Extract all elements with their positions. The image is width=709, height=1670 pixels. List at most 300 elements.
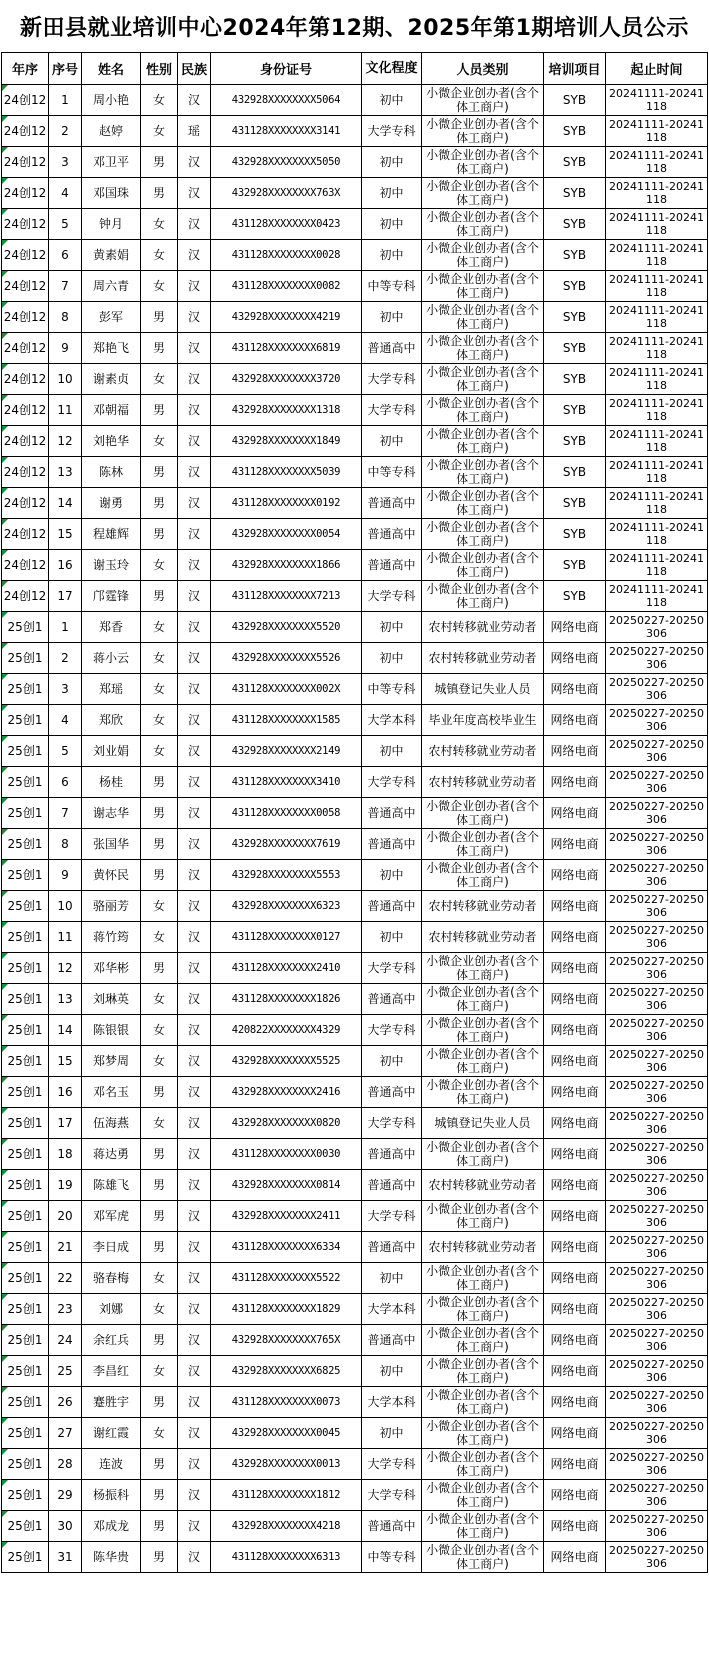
cell-id-number: 420822XXXXXXXX4329	[211, 1015, 362, 1046]
cell-no: 23	[49, 1294, 82, 1325]
cell-no: 16	[49, 550, 82, 581]
cell-sex: 男	[141, 147, 178, 178]
cell-sex: 女	[141, 1263, 178, 1294]
cell-period: 20250227-20250306	[606, 1511, 708, 1542]
cell-sex: 男	[141, 333, 178, 364]
cell-education: 中等专科	[362, 271, 422, 302]
cell-period: 20250227-20250306	[606, 1263, 708, 1294]
cell-sex: 男	[141, 519, 178, 550]
cell-sex: 女	[141, 1015, 178, 1046]
cell-category: 农村转移就业劳动者	[422, 736, 544, 767]
cell-period: 20250227-20250306	[606, 1201, 708, 1232]
cell-id-number: 432928XXXXXXXX2416	[211, 1077, 362, 1108]
cell-name: 杨振科	[82, 1480, 141, 1511]
cell-project: 网络电商	[544, 1325, 606, 1356]
cell-year: 24创12	[2, 581, 49, 612]
cell-ethnicity: 汉	[178, 1015, 211, 1046]
cell-year: 25创1	[2, 736, 49, 767]
cell-sex: 女	[141, 705, 178, 736]
cell-education: 普通高中	[362, 1511, 422, 1542]
cell-project: 网络电商	[544, 612, 606, 643]
cell-sex: 女	[141, 736, 178, 767]
col-header-period: 起止时间	[606, 53, 708, 85]
cell-sex: 男	[141, 1542, 178, 1573]
col-header-category: 人员类别	[422, 53, 544, 85]
cell-period: 20241111-20241118	[606, 85, 708, 116]
cell-name: 黄素娟	[82, 240, 141, 271]
cell-no: 10	[49, 891, 82, 922]
trainee-table	[1, 52, 708, 1573]
cell-id-number: 431128XXXXXXXX1585	[211, 705, 362, 736]
cell-no: 3	[49, 147, 82, 178]
cell-category: 小微企业创办者(含个体工商户)	[422, 178, 544, 209]
table-row	[2, 1480, 708, 1511]
cell-period: 20241111-20241118	[606, 488, 708, 519]
table-row	[2, 1418, 708, 1449]
cell-period: 20241111-20241118	[606, 178, 708, 209]
cell-project: SYB	[544, 333, 606, 364]
cell-year: 25创1	[2, 1325, 49, 1356]
table-row	[2, 767, 708, 798]
cell-category: 小微企业创办者(含个体工商户)	[422, 1294, 544, 1325]
cell-year: 25创1	[2, 612, 49, 643]
cell-ethnicity: 汉	[178, 1108, 211, 1139]
table-row	[2, 209, 708, 240]
col-header-name: 姓名	[82, 53, 141, 85]
cell-sex: 女	[141, 85, 178, 116]
cell-category: 小微企业创办者(含个体工商户)	[422, 1511, 544, 1542]
cell-id-number: 431128XXXXXXXX1812	[211, 1480, 362, 1511]
cell-sex: 男	[141, 581, 178, 612]
cell-id-number: 432928XXXXXXXX1849	[211, 426, 362, 457]
cell-id-number: 431128XXXXXXXX0127	[211, 922, 362, 953]
cell-project: SYB	[544, 426, 606, 457]
cell-ethnicity: 汉	[178, 209, 211, 240]
cell-category: 小微企业创办者(含个体工商户)	[422, 147, 544, 178]
cell-name: 蒋达勇	[82, 1139, 141, 1170]
table-row	[2, 581, 708, 612]
cell-name: 周小艳	[82, 85, 141, 116]
cell-ethnicity: 汉	[178, 302, 211, 333]
cell-education: 中等专科	[362, 1542, 422, 1573]
cell-ethnicity: 汉	[178, 1480, 211, 1511]
cell-name: 刘琳英	[82, 984, 141, 1015]
cell-id-number: 432928XXXXXXXX763X	[211, 178, 362, 209]
table-row	[2, 643, 708, 674]
cell-name: 张国华	[82, 829, 141, 860]
cell-ethnicity: 汉	[178, 736, 211, 767]
cell-id-number: 432928XXXXXXXX3720	[211, 364, 362, 395]
cell-category: 小微企业创办者(含个体工商户)	[422, 1356, 544, 1387]
table-row	[2, 333, 708, 364]
cell-period: 20250227-20250306	[606, 1356, 708, 1387]
cell-category: 农村转移就业劳动者	[422, 922, 544, 953]
cell-project: SYB	[544, 581, 606, 612]
cell-project: SYB	[544, 116, 606, 147]
cell-ethnicity: 汉	[178, 550, 211, 581]
table-row	[2, 147, 708, 178]
cell-project: SYB	[544, 271, 606, 302]
cell-ethnicity: 汉	[178, 829, 211, 860]
cell-education: 大学本科	[362, 1294, 422, 1325]
cell-period: 20241111-20241118	[606, 519, 708, 550]
cell-sex: 女	[141, 1418, 178, 1449]
cell-no: 9	[49, 333, 82, 364]
cell-period: 20241111-20241118	[606, 302, 708, 333]
cell-category: 农村转移就业劳动者	[422, 1232, 544, 1263]
cell-project: SYB	[544, 488, 606, 519]
cell-year: 24创12	[2, 457, 49, 488]
cell-project: SYB	[544, 178, 606, 209]
cell-ethnicity: 汉	[178, 1201, 211, 1232]
cell-no: 14	[49, 1015, 82, 1046]
cell-year: 25创1	[2, 1108, 49, 1139]
col-header-no: 序号	[49, 53, 82, 85]
cell-category: 小微企业创办者(含个体工商户)	[422, 798, 544, 829]
cell-year: 25创1	[2, 953, 49, 984]
cell-id-number: 432928XXXXXXXX765X	[211, 1325, 362, 1356]
table-row	[2, 984, 708, 1015]
cell-sex: 女	[141, 1294, 178, 1325]
cell-id-number: 431128XXXXXXXX0423	[211, 209, 362, 240]
cell-education: 普通高中	[362, 1232, 422, 1263]
cell-id-number: 432928XXXXXXXX5526	[211, 643, 362, 674]
cell-sex: 男	[141, 1201, 178, 1232]
cell-year: 25创1	[2, 1232, 49, 1263]
cell-no: 7	[49, 271, 82, 302]
cell-name: 谢素贞	[82, 364, 141, 395]
cell-no: 20	[49, 1201, 82, 1232]
table-row	[2, 271, 708, 302]
cell-id-number: 431128XXXXXXXX0073	[211, 1387, 362, 1418]
cell-id-number: 432928XXXXXXXX5050	[211, 147, 362, 178]
cell-year: 25创1	[2, 1170, 49, 1201]
cell-category: 小微企业创办者(含个体工商户)	[422, 1263, 544, 1294]
cell-ethnicity: 汉	[178, 1263, 211, 1294]
cell-education: 大学专科	[362, 1108, 422, 1139]
cell-education: 初中	[362, 302, 422, 333]
table-row	[2, 1263, 708, 1294]
cell-id-number: 432928XXXXXXXX0820	[211, 1108, 362, 1139]
cell-year: 24创12	[2, 302, 49, 333]
cell-name: 李日成	[82, 1232, 141, 1263]
cell-project: 网络电商	[544, 1263, 606, 1294]
cell-year: 25创1	[2, 1387, 49, 1418]
cell-period: 20250227-20250306	[606, 1449, 708, 1480]
table-row	[2, 829, 708, 860]
cell-year: 24创12	[2, 364, 49, 395]
cell-id-number: 431128XXXXXXXX0058	[211, 798, 362, 829]
cell-no: 8	[49, 829, 82, 860]
cell-education: 初中	[362, 922, 422, 953]
cell-ethnicity: 汉	[178, 271, 211, 302]
cell-period: 20250227-20250306	[606, 1418, 708, 1449]
cell-period: 20241111-20241118	[606, 116, 708, 147]
cell-ethnicity: 汉	[178, 1232, 211, 1263]
cell-id-number: 432928XXXXXXXX4218	[211, 1511, 362, 1542]
cell-project: 网络电商	[544, 1201, 606, 1232]
cell-no: 13	[49, 457, 82, 488]
cell-id-number: 432928XXXXXXXX5525	[211, 1046, 362, 1077]
cell-year: 25创1	[2, 829, 49, 860]
cell-no: 4	[49, 705, 82, 736]
cell-project: 网络电商	[544, 922, 606, 953]
cell-ethnicity: 汉	[178, 1511, 211, 1542]
cell-sex: 女	[141, 550, 178, 581]
cell-category: 农村转移就业劳动者	[422, 1170, 544, 1201]
cell-no: 5	[49, 209, 82, 240]
table-row	[2, 1325, 708, 1356]
cell-category: 城镇登记失业人员	[422, 1108, 544, 1139]
table-row	[2, 1449, 708, 1480]
cell-education: 大学专科	[362, 395, 422, 426]
cell-project: 网络电商	[544, 1480, 606, 1511]
cell-category: 小微企业创办者(含个体工商户)	[422, 984, 544, 1015]
cell-year: 24创12	[2, 209, 49, 240]
cell-no: 16	[49, 1077, 82, 1108]
cell-education: 普通高中	[362, 798, 422, 829]
cell-education: 大学专科	[362, 1480, 422, 1511]
cell-sex: 男	[141, 1139, 178, 1170]
cell-name: 赵婷	[82, 116, 141, 147]
cell-sex: 男	[141, 860, 178, 891]
cell-name: 郑梦周	[82, 1046, 141, 1077]
cell-no: 9	[49, 860, 82, 891]
cell-year: 25创1	[2, 643, 49, 674]
cell-sex: 男	[141, 178, 178, 209]
cell-project: 网络电商	[544, 891, 606, 922]
cell-project: 网络电商	[544, 984, 606, 1015]
cell-name: 陈雄飞	[82, 1170, 141, 1201]
cell-id-number: 431128XXXXXXXX0028	[211, 240, 362, 271]
cell-education: 大学专科	[362, 364, 422, 395]
cell-project: SYB	[544, 519, 606, 550]
cell-no: 28	[49, 1449, 82, 1480]
cell-project: 网络电商	[544, 736, 606, 767]
cell-ethnicity: 汉	[178, 705, 211, 736]
cell-education: 初中	[362, 736, 422, 767]
table-row	[2, 519, 708, 550]
cell-name: 蹇胜宇	[82, 1387, 141, 1418]
cell-id-number: 431128XXXXXXXX6819	[211, 333, 362, 364]
cell-ethnicity: 汉	[178, 85, 211, 116]
cell-id-number: 432928XXXXXXXX2411	[211, 1201, 362, 1232]
table-row	[2, 860, 708, 891]
cell-category: 小微企业创办者(含个体工商户)	[422, 581, 544, 612]
cell-education: 普通高中	[362, 333, 422, 364]
cell-project: SYB	[544, 209, 606, 240]
table-row	[2, 953, 708, 984]
cell-education: 普通高中	[362, 488, 422, 519]
cell-sex: 男	[141, 1387, 178, 1418]
cell-id-number: 431128XXXXXXXX5522	[211, 1263, 362, 1294]
cell-name: 刘业娟	[82, 736, 141, 767]
cell-period: 20241111-20241118	[606, 333, 708, 364]
cell-ethnicity: 汉	[178, 581, 211, 612]
table-row	[2, 1356, 708, 1387]
cell-sex: 男	[141, 953, 178, 984]
cell-ethnicity: 汉	[178, 364, 211, 395]
cell-year: 25创1	[2, 1542, 49, 1573]
cell-name: 郑欣	[82, 705, 141, 736]
table-row	[2, 364, 708, 395]
cell-category: 小微企业创办者(含个体工商户)	[422, 1449, 544, 1480]
cell-project: 网络电商	[544, 1046, 606, 1077]
cell-category: 城镇登记失业人员	[422, 674, 544, 705]
cell-id-number: 432928XXXXXXXX6323	[211, 891, 362, 922]
cell-name: 伍海燕	[82, 1108, 141, 1139]
cell-id-number: 432928XXXXXXXX5520	[211, 612, 362, 643]
cell-name: 连波	[82, 1449, 141, 1480]
cell-ethnicity: 汉	[178, 767, 211, 798]
cell-name: 谢玉玲	[82, 550, 141, 581]
cell-ethnicity: 汉	[178, 178, 211, 209]
cell-ethnicity: 汉	[178, 426, 211, 457]
cell-period: 20241111-20241118	[606, 581, 708, 612]
table-row	[2, 1511, 708, 1542]
cell-no: 5	[49, 736, 82, 767]
page-title: 新田县就业培训中心2024年第12期、2025年第1期培训人员公示	[20, 15, 689, 41]
table-row	[2, 178, 708, 209]
cell-education: 普通高中	[362, 1077, 422, 1108]
cell-ethnicity: 汉	[178, 953, 211, 984]
cell-category: 小微企业创办者(含个体工商户)	[422, 426, 544, 457]
cell-ethnicity: 汉	[178, 333, 211, 364]
cell-year: 24创12	[2, 147, 49, 178]
cell-period: 20241111-20241118	[606, 209, 708, 240]
cell-period: 20241111-20241118	[606, 550, 708, 581]
cell-id-number: 432928XXXXXXXX0045	[211, 1418, 362, 1449]
cell-id-number: 432928XXXXXXXX1318	[211, 395, 362, 426]
cell-category: 小微企业创办者(含个体工商户)	[422, 85, 544, 116]
cell-education: 普通高中	[362, 519, 422, 550]
cell-name: 陈银银	[82, 1015, 141, 1046]
table-row	[2, 1139, 708, 1170]
cell-ethnicity: 汉	[178, 860, 211, 891]
cell-sex: 女	[141, 891, 178, 922]
cell-no: 17	[49, 581, 82, 612]
cell-year: 25创1	[2, 705, 49, 736]
cell-year: 25创1	[2, 1294, 49, 1325]
cell-project: 网络电商	[544, 1108, 606, 1139]
cell-year: 24创12	[2, 519, 49, 550]
cell-name: 邓华彬	[82, 953, 141, 984]
cell-sex: 男	[141, 1449, 178, 1480]
cell-period: 20241111-20241118	[606, 364, 708, 395]
cell-id-number: 431128XXXXXXXX3141	[211, 116, 362, 147]
cell-name: 邓军虎	[82, 1201, 141, 1232]
table-row	[2, 1170, 708, 1201]
cell-period: 20250227-20250306	[606, 643, 708, 674]
cell-ethnicity: 汉	[178, 1387, 211, 1418]
table-row	[2, 891, 708, 922]
cell-education: 大学专科	[362, 767, 422, 798]
cell-no: 17	[49, 1108, 82, 1139]
cell-period: 20250227-20250306	[606, 891, 708, 922]
cell-no: 11	[49, 922, 82, 953]
cell-year: 25创1	[2, 1511, 49, 1542]
cell-education: 普通高中	[362, 1139, 422, 1170]
cell-no: 6	[49, 240, 82, 271]
cell-period: 20250227-20250306	[606, 1232, 708, 1263]
cell-name: 陈林	[82, 457, 141, 488]
cell-category: 小微企业创办者(含个体工商户)	[422, 395, 544, 426]
cell-project: 网络电商	[544, 1542, 606, 1573]
cell-category: 小微企业创办者(含个体工商户)	[422, 1480, 544, 1511]
cell-education: 普通高中	[362, 550, 422, 581]
cell-category: 小微企业创办者(含个体工商户)	[422, 333, 544, 364]
cell-project: 网络电商	[544, 767, 606, 798]
table-row	[2, 736, 708, 767]
cell-education: 初中	[362, 209, 422, 240]
cell-education: 初中	[362, 1263, 422, 1294]
cell-sex: 女	[141, 1356, 178, 1387]
col-header-project: 培训项目	[544, 53, 606, 85]
cell-project: 网络电商	[544, 1387, 606, 1418]
cell-name: 杨桂	[82, 767, 141, 798]
cell-category: 小微企业创办者(含个体工商户)	[422, 1201, 544, 1232]
cell-project: SYB	[544, 457, 606, 488]
cell-project: 网络电商	[544, 829, 606, 860]
cell-project: 网络电商	[544, 1139, 606, 1170]
cell-year: 24创12	[2, 333, 49, 364]
table-row	[2, 550, 708, 581]
cell-education: 大学专科	[362, 1449, 422, 1480]
cell-project: 网络电商	[544, 643, 606, 674]
cell-year: 25创1	[2, 1480, 49, 1511]
cell-category: 小微企业创办者(含个体工商户)	[422, 1542, 544, 1573]
cell-name: 骆丽芳	[82, 891, 141, 922]
cell-year: 25创1	[2, 1139, 49, 1170]
cell-name: 谢志华	[82, 798, 141, 829]
cell-no: 11	[49, 395, 82, 426]
table-row	[2, 488, 708, 519]
cell-category: 小微企业创办者(含个体工商户)	[422, 1418, 544, 1449]
table-row	[2, 457, 708, 488]
cell-name: 郑艳飞	[82, 333, 141, 364]
table-row	[2, 1387, 708, 1418]
cell-id-number: 432928XXXXXXXX7619	[211, 829, 362, 860]
cell-education: 普通高中	[362, 1170, 422, 1201]
cell-year: 25创1	[2, 1263, 49, 1294]
cell-id-number: 432928XXXXXXXX2149	[211, 736, 362, 767]
cell-project: 网络电商	[544, 953, 606, 984]
cell-category: 小微企业创办者(含个体工商户)	[422, 1015, 544, 1046]
cell-category: 小微企业创办者(含个体工商户)	[422, 271, 544, 302]
table-body	[2, 85, 708, 1573]
cell-year: 24创12	[2, 426, 49, 457]
cell-period: 20241111-20241118	[606, 426, 708, 457]
cell-ethnicity: 汉	[178, 240, 211, 271]
cell-ethnicity: 汉	[178, 798, 211, 829]
cell-id-number: 431128XXXXXXXX0082	[211, 271, 362, 302]
cell-education: 大学专科	[362, 1015, 422, 1046]
cell-education: 普通高中	[362, 1325, 422, 1356]
cell-id-number: 432928XXXXXXXX4219	[211, 302, 362, 333]
cell-category: 小微企业创办者(含个体工商户)	[422, 1077, 544, 1108]
cell-name: 骆春梅	[82, 1263, 141, 1294]
cell-education: 中等专科	[362, 674, 422, 705]
cell-category: 小微企业创办者(含个体工商户)	[422, 116, 544, 147]
cell-sex: 男	[141, 829, 178, 860]
cell-education: 大学专科	[362, 581, 422, 612]
cell-name: 陈华贵	[82, 1542, 141, 1573]
cell-id-number: 431128XXXXXXXX6334	[211, 1232, 362, 1263]
cell-ethnicity: 汉	[178, 519, 211, 550]
table-row	[2, 798, 708, 829]
cell-category: 小微企业创办者(含个体工商户)	[422, 860, 544, 891]
cell-period: 20241111-20241118	[606, 147, 708, 178]
